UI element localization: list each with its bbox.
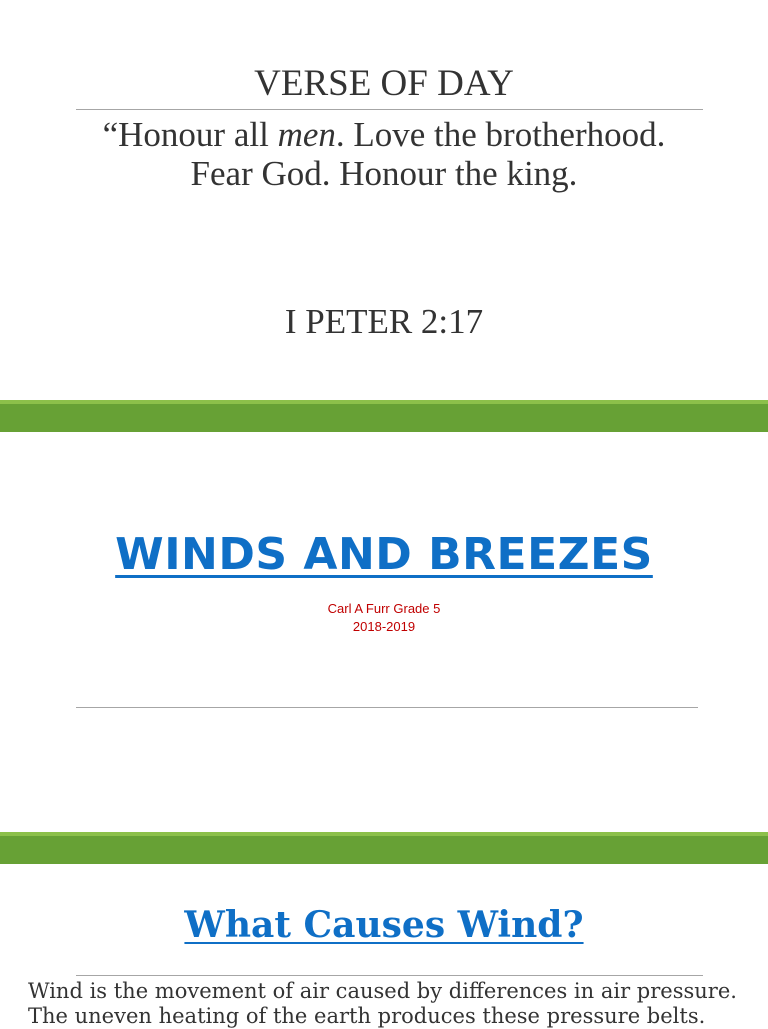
slide-title	[0, 432, 768, 832]
verse-quote-emphasis: men	[277, 115, 336, 154]
heading-divider	[76, 109, 703, 110]
body-line: Wind is the movement of air caused by differences in air pressure.	[28, 979, 737, 1003]
slide-separator	[0, 832, 768, 864]
body-text	[28, 979, 768, 1029]
separator-highlight	[0, 832, 768, 836]
verse-reference: I PETER 2:17	[284, 302, 484, 341]
verse-heading: VERSE OF DAY	[254, 63, 514, 104]
section-divider	[76, 975, 703, 976]
presentation-title: WINDS AND BREEZES	[115, 529, 653, 580]
verse-quote-rest: . Love the brotherhood.	[335, 115, 666, 154]
separator-highlight	[0, 400, 768, 404]
verse-quote-open: “Honour all	[102, 115, 278, 154]
title-divider	[76, 707, 698, 708]
slide-what-causes-wind	[0, 864, 768, 1028]
body-line: The uneven heating of the earth produces these pressure belts.	[28, 1004, 706, 1028]
section-title: What Causes Wind?	[184, 904, 584, 946]
verse-quote	[40, 115, 728, 193]
year-line: 2018-2019	[352, 619, 416, 634]
verse-quote-line1	[40, 115, 728, 154]
slide-verse-of-day	[0, 0, 768, 400]
slide-separator	[0, 400, 768, 432]
author-line: Carl A Furr Grade 5	[327, 601, 441, 616]
verse-quote-line2: Fear God. Honour the king.	[190, 154, 578, 193]
